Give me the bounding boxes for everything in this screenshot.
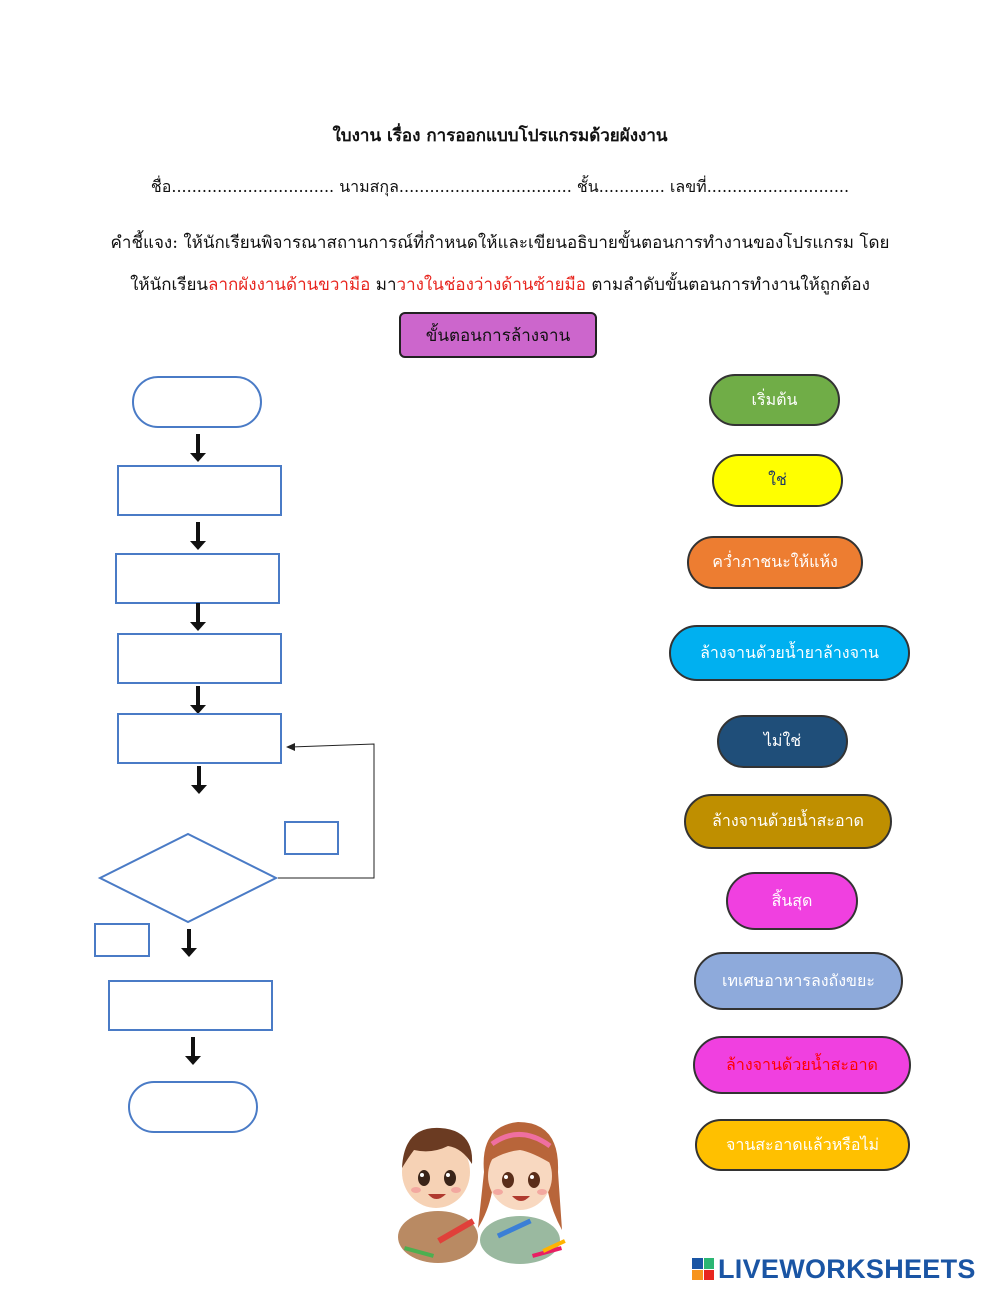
instruction-line-2 [0, 271, 1000, 298]
student-info-line: ชื่อ................................ นามสกุล.................................. ชั้น............. เลขที่............................ [150, 177, 850, 196]
worksheet-title: ใบงาน เรื่อง การออกแบบโปรแกรมด้วยผังงาน [332, 126, 668, 146]
card-rinse-clean-water-1[interactable]: ล้างจานด้วยน้ำสะอาด [684, 794, 892, 849]
card-dishes-clean-question[interactable]: จานสะอาดแล้วหรือไม่ [695, 1119, 910, 1171]
drop-slot-end[interactable] [128, 1081, 258, 1133]
card-end[interactable]: สิ้นสุด [726, 872, 858, 930]
children-drawing-illustration [392, 1102, 568, 1264]
drop-slot-step-1[interactable] [117, 465, 282, 516]
arrow-down-icon [185, 1037, 201, 1065]
arrow-down-icon [181, 929, 197, 957]
drop-slot-no-label[interactable] [284, 821, 339, 855]
card-dry-dishes[interactable]: คว่ำภาชนะให้แห้ง [687, 536, 863, 589]
arrow-down-icon [190, 522, 206, 550]
instruction-text: ให้นักเรียน [130, 275, 209, 295]
card-no[interactable]: ไม่ใช่ [717, 715, 848, 768]
brand-text: LIVEWORKSHEETS [718, 1253, 976, 1284]
card-rinse-clean-water-2[interactable]: ล้างจานด้วยน้ำสะอาด [693, 1036, 911, 1094]
arrow-down-icon [190, 603, 206, 631]
drop-slot-step-3[interactable] [117, 633, 282, 684]
flowchart-heading: ขั้นตอนการล้างจาน [399, 312, 597, 358]
instruction-text: ตามลำดับขั้นตอนการทำงานให้ถูกต้อง [585, 275, 870, 295]
drop-slot-yes-label[interactable] [94, 923, 150, 957]
instruction-text: มา [370, 275, 397, 295]
instruction-highlight-drag: ลากผังงานด้านขวามือ [208, 275, 371, 295]
drop-slot-step-5[interactable] [108, 980, 273, 1031]
liveworksheets-brand [692, 1254, 976, 1284]
card-wash-with-soap[interactable]: ล้างจานด้วยน้ำยาล้างจาน [669, 625, 910, 681]
drop-slot-step-2[interactable] [115, 553, 280, 604]
arrow-down-icon [190, 434, 206, 462]
drop-slot-start[interactable] [132, 376, 262, 428]
liveworksheets-logo-icon [692, 1258, 714, 1280]
instruction-line-1: คำชี้แจง: ให้นักเรียนพิจารณาสถานการณ์ที่กำหนดให้และเขียนอธิบายขั้นตอนการทำงานของโปรแกรม โดย [110, 233, 890, 253]
instruction-highlight-drop: วางในช่องว่างด้านซ้ายมือ [396, 275, 586, 295]
arrow-down-icon [190, 686, 206, 714]
card-scrape-food-waste[interactable]: เทเศษอาหารลงถังขยะ [694, 952, 903, 1010]
decision-diamond[interactable] [96, 740, 386, 930]
card-start[interactable]: เริ่มต้น [709, 374, 840, 426]
card-yes[interactable]: ใช่ [712, 454, 843, 507]
